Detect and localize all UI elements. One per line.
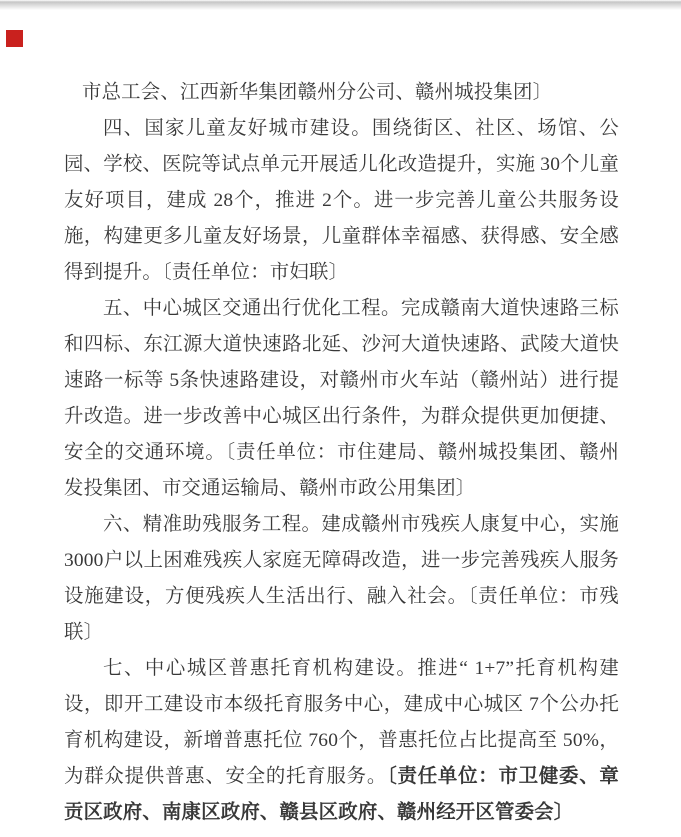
paragraph-item-7-text: 七、中心城区普惠托育机构建设。推进“ 1+7”托育机构建设，即开工建设市本级托育服务中心，建成中心城区 7个公办托育机构建设，新增普惠托位 760个，普惠托位占比提高至 50%，为群众提供普惠、安全的托育服务。 — [64, 658, 619, 787]
paragraph-item-4: 四、国家儿童友好城市建设。围绕街区、社区、场馆、公园、学校、医院等试点单元开展适儿化改造提升，实施 30个儿童友好项目，建成 28个，推进 2个。进一步完善儿童公共服务设施，构建更多儿童友好场景，儿童群体幸福感、获得感、安全感得到提升。〔责任单位：市妇联〕 — [64, 118, 619, 283]
document-body — [64, 75, 619, 831]
page-top-shadow — [0, 0, 681, 10]
red-marker-square — [6, 30, 23, 47]
paragraph-item-5: 五、中心城区交通出行优化工程。完成赣南大道快速路三标和四标、东江源大道快速路北延、沙河大道快速路、武陵大道快速路一标等 5条快速路建设，对赣州市火车站（赣州站）进行提升改造。进一步改善中心城区出行条件，为群众提供更加便捷、安全的交通环境。〔责任单位：市住建局、赣州城投集团、赣州发投集团、市交通运输局、赣州市政公用集团〕 — [64, 298, 619, 499]
paragraph-continuation: 市总工会、江西新华集团赣州分公司、赣州城投集团〕 — [82, 82, 553, 103]
paragraph-item-6: 六、精准助残服务工程。建成赣州市残疾人康复中心，实施 3000户以上困难残疾人家庭无障碍改造，进一步完善残疾人服务设施建设，方便残疾人生活出行、融入社会。〔责任单位：市残联〕 — [64, 514, 619, 643]
paragraph-item-7 — [64, 651, 619, 831]
paragraph-item-7-responsibility: 〔责任单位：市卫健委、章贡区政府、南康区政府、赣县区政府、赣州经开区管委会〕 — [64, 766, 620, 823]
